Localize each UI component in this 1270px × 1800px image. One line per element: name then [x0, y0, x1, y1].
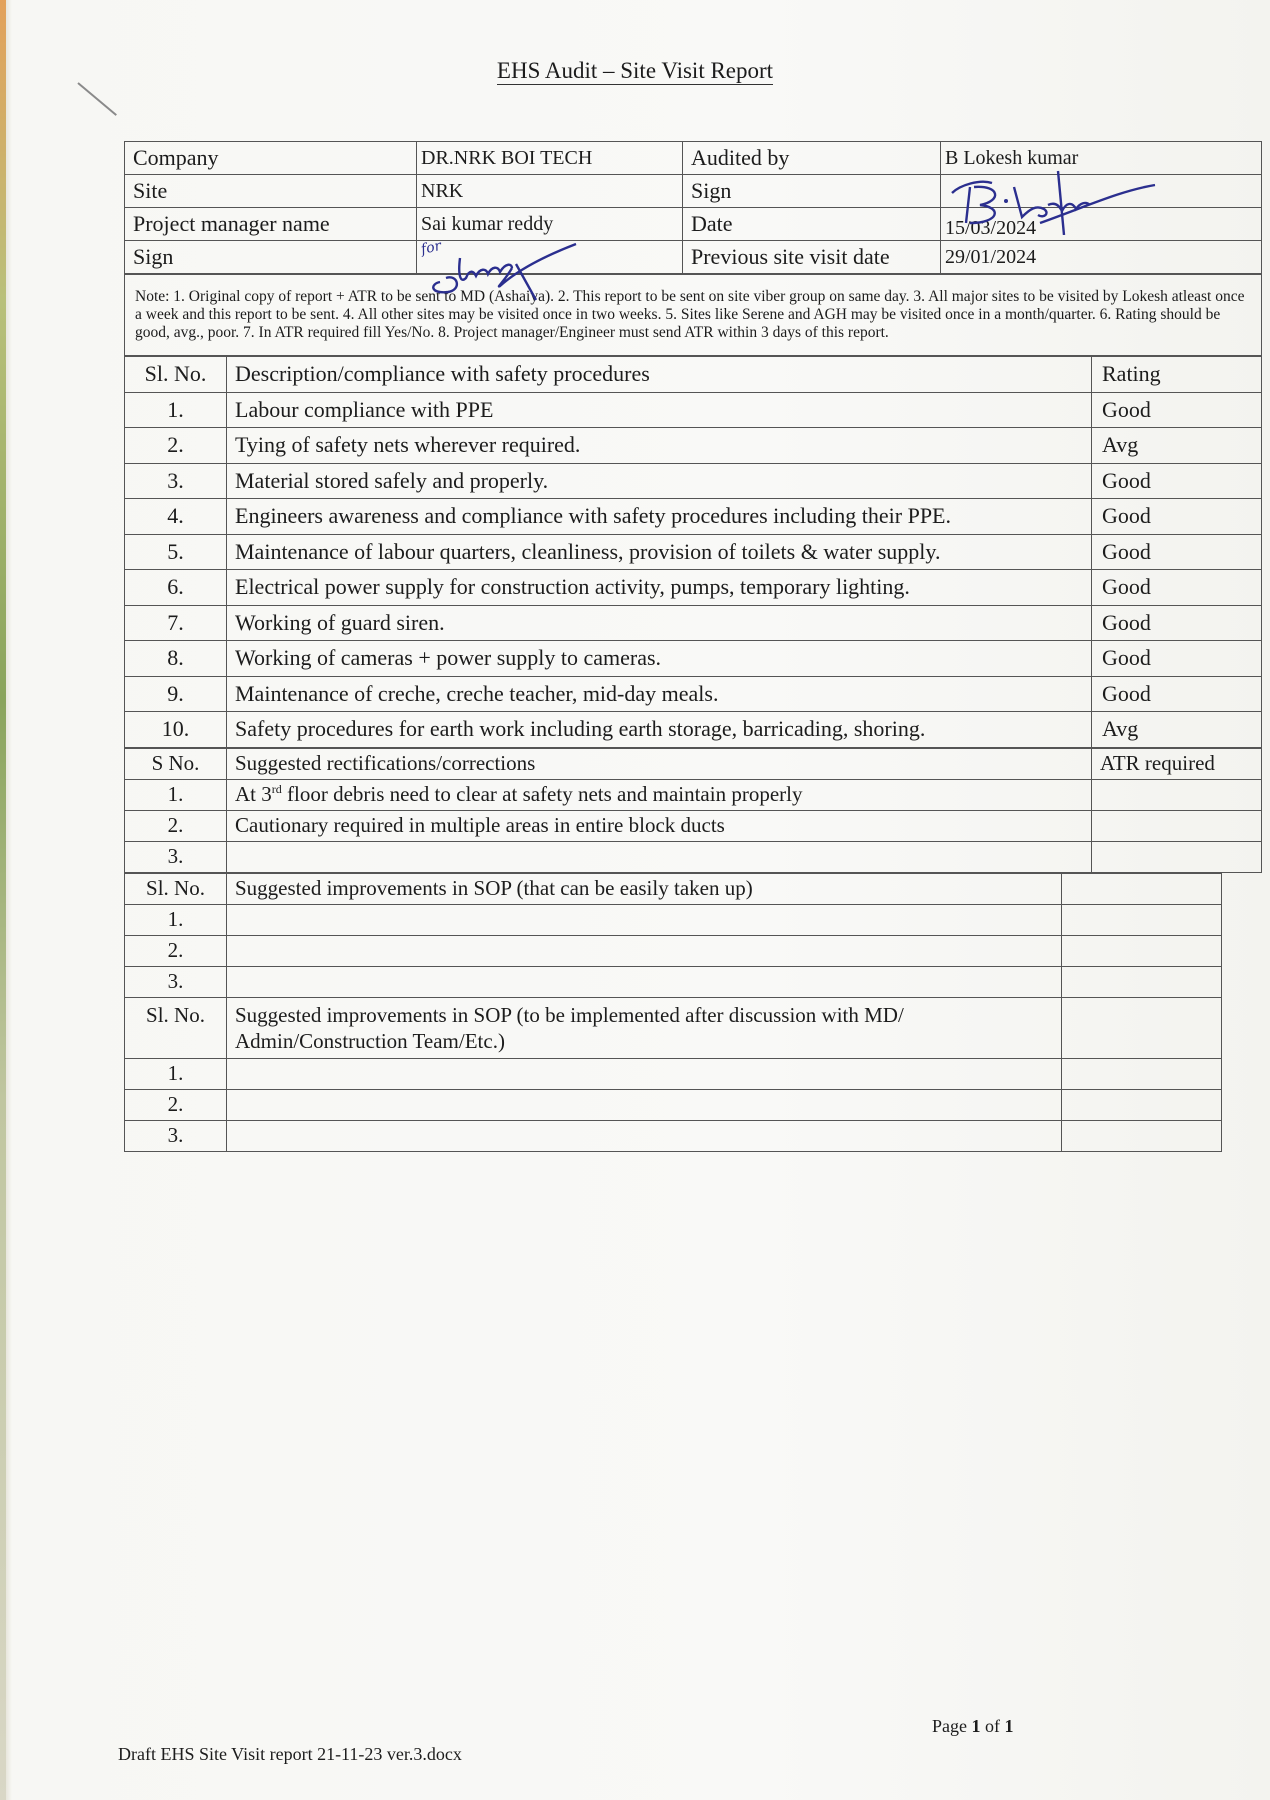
compliance-row	[125, 570, 1262, 606]
audited-by-value: B Lokesh kumar	[941, 142, 1262, 175]
compliance-rating: Good	[1092, 676, 1262, 712]
page-current: 1	[971, 1716, 981, 1736]
pm-sign-label: Sign	[125, 241, 417, 274]
compliance-no: 8.	[125, 641, 227, 677]
compliance-description: Labour compliance with PPE	[227, 392, 1092, 428]
company-value: DR.NRK BOI TECH	[417, 142, 683, 175]
page-separator: of	[980, 1716, 1005, 1736]
compliance-no: 3.	[125, 463, 227, 499]
rectification-row	[125, 841, 1262, 872]
sop-easy-no: 2.	[125, 935, 227, 966]
compliance-description: Working of cameras + power supply to cameras.	[227, 641, 1092, 677]
sop-easy-no: 3.	[125, 966, 227, 997]
pm-signature-prefix: for	[419, 238, 443, 258]
rectifications-header-atr: ATR required	[1092, 748, 1262, 779]
rectification-description: Cautionary required in multiple areas in entire block ducts	[227, 810, 1092, 841]
sop-easy-row	[125, 935, 1222, 966]
sop-discussion-header-extra	[1062, 997, 1222, 1058]
prev-visit-label: Previous site visit date	[683, 241, 941, 274]
compliance-header-description: Description/compliance with safety procedures	[227, 357, 1092, 393]
ordinal-suffix: rd	[271, 782, 282, 796]
sop-discussion-row	[125, 1120, 1222, 1151]
compliance-description: Maintenance of creche, creche teacher, mid-day meals.	[227, 676, 1092, 712]
page-prefix: Page	[932, 1716, 972, 1736]
auditor-sign-label: Sign	[683, 175, 941, 208]
compliance-no: 6.	[125, 570, 227, 606]
compliance-description: Tying of safety nets wherever required.	[227, 428, 1092, 464]
sop-discussion-header-row	[125, 997, 1222, 1058]
footer-filename: Draft EHS Site Visit report 21-11-23 ver.3.docx	[118, 1744, 462, 1764]
sop-easy-extra	[1062, 935, 1222, 966]
date-value: 15/03/2024	[941, 208, 1262, 241]
note-text: Note: 1. Original copy of report + ATR to be sent to MD (Ashaiya). 2. This report to be sent on site viber group on same day. 3. All major sites to be visited by Lokesh atleast once a week and this report to be sent. 4. All other sites may be visited once in two weeks. 5. Sites like Serene and AGH may be visited once in a month/quarter. 6. Rating should be good, avg., poor. 7. In ATR required fill Yes/No. 8. Project manager/Engineer must send ATR within 3 days of this report.	[125, 275, 1262, 356]
pm-label: Project manager name	[125, 208, 417, 241]
compliance-rating: Good	[1092, 534, 1262, 570]
rectification-atr	[1092, 810, 1262, 841]
sop-discussion-header-description: Suggested improvements in SOP (to be implemented after discussion with MD/ Admin/Construction Team/Etc.)	[227, 997, 1062, 1058]
sop-easy-header-extra	[1062, 873, 1222, 904]
rectification-atr	[1092, 841, 1262, 872]
compliance-description: Safety procedures for earth work including earth storage, barricading, shoring.	[227, 712, 1092, 748]
compliance-no: 10.	[125, 712, 227, 748]
compliance-rating: Good	[1092, 463, 1262, 499]
compliance-description: Engineers awareness and compliance with safety procedures including their PPE.	[227, 499, 1092, 535]
sop-easy-header-description: Suggested improvements in SOP (that can be easily taken up)	[227, 873, 1062, 904]
rectifications-header-no: S No.	[125, 748, 227, 779]
sop-discussion-no: 3.	[125, 1120, 227, 1151]
compliance-no: 7.	[125, 605, 227, 641]
sop-discussion-no: 2.	[125, 1089, 227, 1120]
rectification-no: 2.	[125, 810, 227, 841]
compliance-rating: Good	[1092, 605, 1262, 641]
sop-easy-description	[227, 935, 1062, 966]
sop-easy-description	[227, 966, 1062, 997]
rectification-description	[227, 841, 1092, 872]
compliance-row	[125, 712, 1262, 748]
sop-discussion-extra	[1062, 1089, 1222, 1120]
sop-easy-row	[125, 904, 1222, 935]
rectification-no: 3.	[125, 841, 227, 872]
site-value: NRK	[417, 175, 683, 208]
auditor-signature-cell	[941, 175, 1262, 208]
rectification-text-post: floor debris need to clear at safety nets and maintain properly	[281, 782, 803, 806]
compliance-row	[125, 499, 1262, 535]
rectification-atr	[1092, 779, 1262, 810]
compliance-rating: Good	[1092, 499, 1262, 535]
document-title	[0, 58, 1270, 84]
compliance-rating: Good	[1092, 641, 1262, 677]
sop-easy-header-row	[125, 873, 1222, 904]
compliance-no: 4.	[125, 499, 227, 535]
compliance-description: Working of guard siren.	[227, 605, 1092, 641]
rectifications-header-row	[125, 748, 1262, 779]
sop-discussion-row	[125, 1058, 1222, 1089]
document-title-text: EHS Audit – Site Visit Report	[496, 58, 774, 83]
sop-easy-table	[124, 873, 1222, 1152]
rectifications-header-description: Suggested rectifications/corrections	[227, 748, 1092, 779]
report-form	[124, 141, 1262, 1152]
sop-discussion-description	[227, 1089, 1062, 1120]
rectification-row	[125, 810, 1262, 841]
pen-mark	[77, 82, 117, 116]
date-label: Date	[683, 208, 941, 241]
rectification-row	[125, 779, 1262, 810]
page-number	[932, 1716, 1014, 1737]
sop-easy-description	[227, 904, 1062, 935]
company-label: Company	[125, 142, 417, 175]
info-table	[124, 141, 1262, 274]
compliance-table	[124, 356, 1262, 748]
photo-background-edge	[0, 0, 6, 1800]
rectification-no: 1.	[125, 779, 227, 810]
info-row-company	[125, 142, 1262, 175]
compliance-rating: Avg	[1092, 712, 1262, 748]
compliance-rating: Good	[1092, 392, 1262, 428]
sop-easy-extra	[1062, 966, 1222, 997]
sop-discussion-no: 1.	[125, 1058, 227, 1089]
sop-easy-extra	[1062, 904, 1222, 935]
compliance-header-rating: Rating	[1092, 357, 1262, 393]
note-table	[124, 274, 1262, 356]
page-total: 1	[1004, 1716, 1014, 1736]
compliance-rating: Good	[1092, 570, 1262, 606]
compliance-row	[125, 392, 1262, 428]
prev-visit-value: 29/01/2024	[941, 241, 1262, 274]
compliance-no: 2.	[125, 428, 227, 464]
compliance-no: 9.	[125, 676, 227, 712]
compliance-row	[125, 605, 1262, 641]
rectification-description	[227, 779, 1092, 810]
pm-signature-cell	[417, 241, 683, 274]
sop-easy-header-no: Sl. No.	[125, 873, 227, 904]
compliance-row	[125, 534, 1262, 570]
site-label: Site	[125, 175, 417, 208]
compliance-no: 5.	[125, 534, 227, 570]
sop-discussion-extra	[1062, 1058, 1222, 1089]
sop-discussion-row	[125, 1089, 1222, 1120]
sop-discussion-description	[227, 1058, 1062, 1089]
info-row-site	[125, 175, 1262, 208]
sop-discussion-description	[227, 1120, 1062, 1151]
sop-easy-no: 1.	[125, 904, 227, 935]
compliance-description: Material stored safely and properly.	[227, 463, 1092, 499]
rectifications-table	[124, 748, 1262, 873]
info-row-sign	[125, 241, 1262, 274]
compliance-row	[125, 641, 1262, 677]
compliance-row	[125, 428, 1262, 464]
compliance-header-no: Sl. No.	[125, 357, 227, 393]
compliance-row	[125, 463, 1262, 499]
pm-value: Sai kumar reddy	[417, 208, 683, 241]
compliance-row	[125, 676, 1262, 712]
compliance-description: Maintenance of labour quarters, cleanliness, provision of toilets & water supply.	[227, 534, 1092, 570]
info-row-pm	[125, 208, 1262, 241]
compliance-header-row	[125, 357, 1262, 393]
compliance-no: 1.	[125, 392, 227, 428]
compliance-description: Electrical power supply for construction activity, pumps, temporary lighting.	[227, 570, 1092, 606]
sop-discussion-extra	[1062, 1120, 1222, 1151]
sop-discussion-header-no: Sl. No.	[125, 997, 227, 1058]
audited-by-label: Audited by	[683, 142, 941, 175]
compliance-rating: Avg	[1092, 428, 1262, 464]
rectification-text-pre: At 3	[235, 782, 272, 806]
sop-easy-row	[125, 966, 1222, 997]
